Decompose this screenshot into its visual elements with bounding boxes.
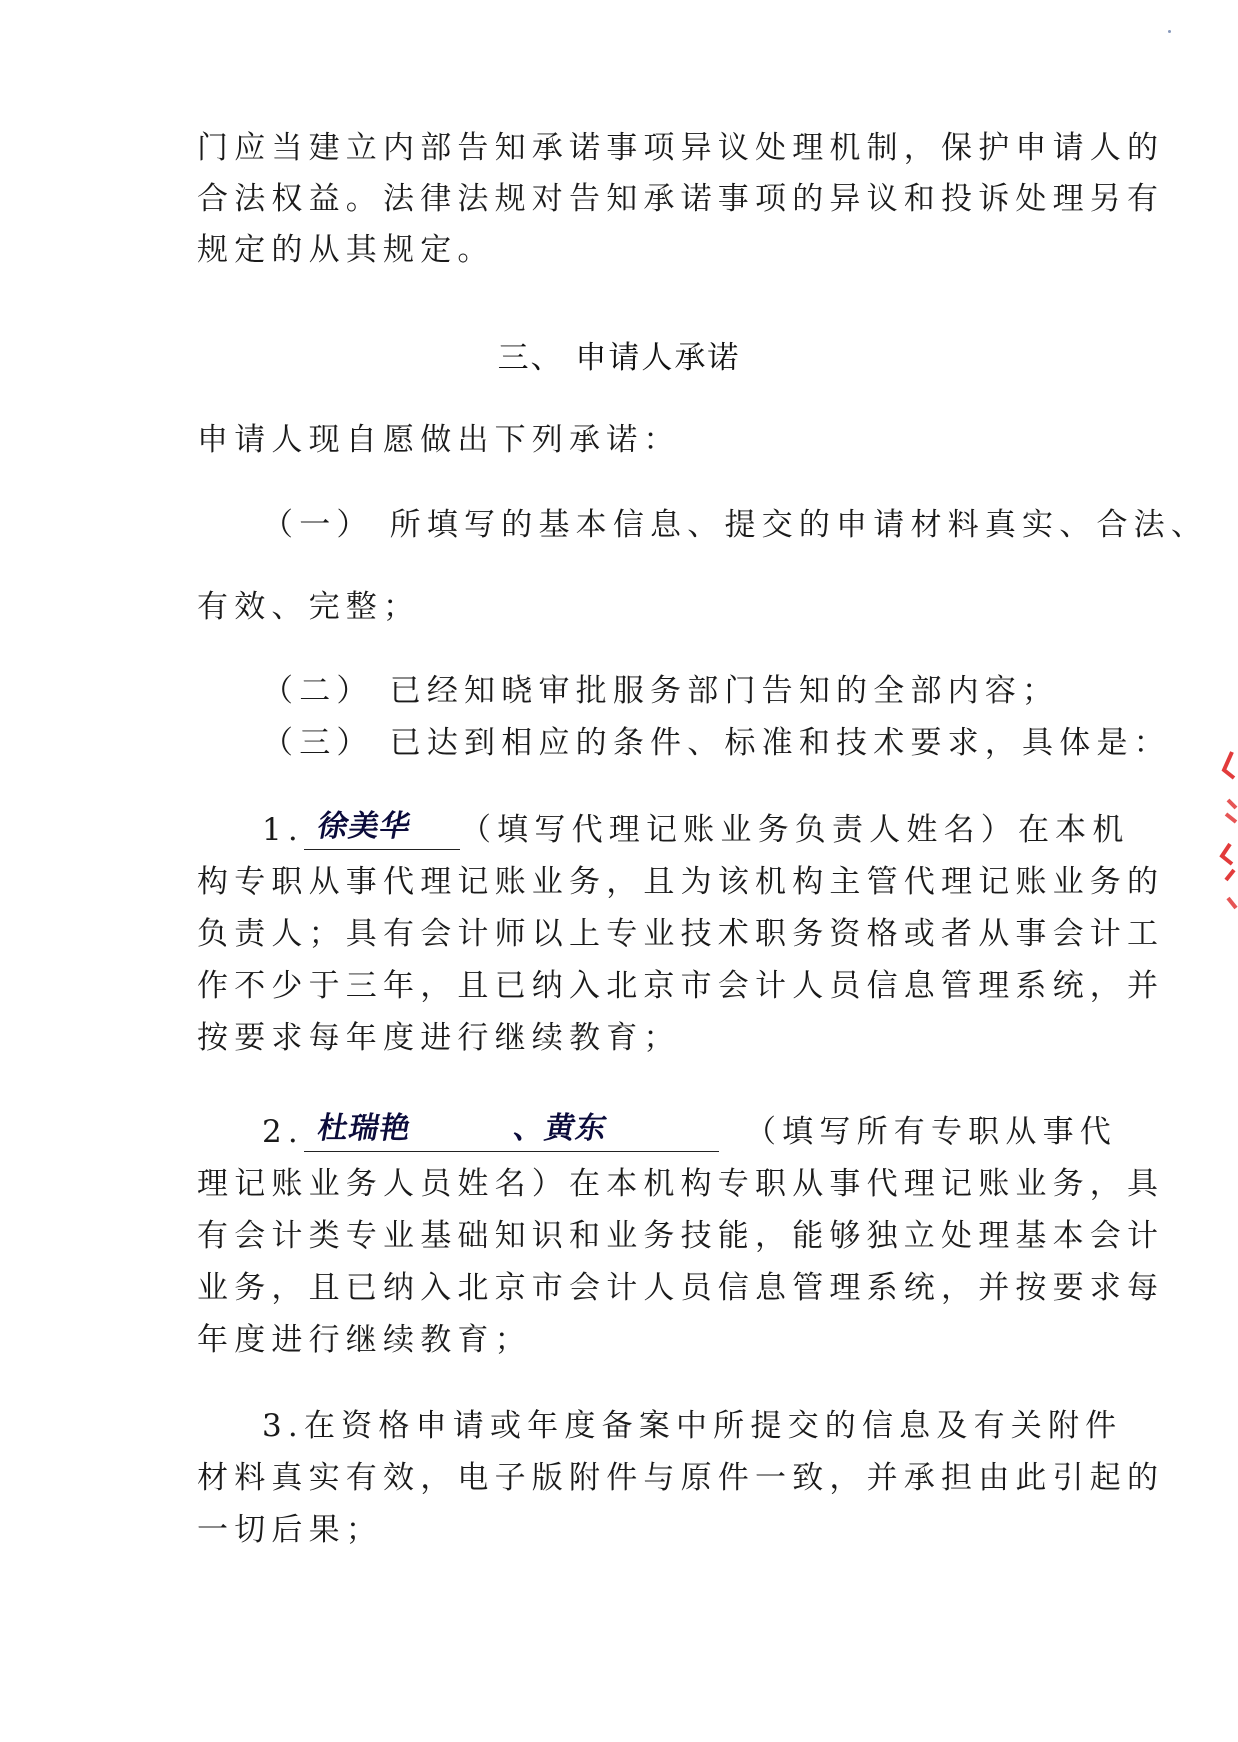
- scan-speck: [1168, 30, 1171, 33]
- handwritten-signature: 杜瑞艳: [314, 1111, 415, 1146]
- text-line: 门应当建立内部告知承诺事项异议处理机制，保护申请人的: [197, 130, 1165, 166]
- text-line: 理记账业务人员姓名）在本机构专职从事代理记账业务，具: [197, 1166, 1165, 1202]
- handwritten-signature: 徐美华: [314, 809, 415, 844]
- handwritten-signature: 、黄东: [510, 1111, 611, 1146]
- clause-three: （三） 已达到相应的条件、标准和技术要求，具体是：: [262, 725, 1171, 761]
- item-number: 2.: [262, 1114, 304, 1150]
- item-text: （填写所有专职从事代: [744, 1114, 1117, 1150]
- text-line: 构专职从事代理记账业务，且为该机构主管代理记账业务的: [197, 864, 1165, 900]
- text-line: 有会计类专业基础知识和业务技能，能够独立处理基本会计: [197, 1218, 1165, 1254]
- section-heading: 三、 申请人承诺: [497, 340, 741, 376]
- signature-blank: [304, 1111, 719, 1152]
- text-line: 作不少于三年，且已纳入北京市会计人员信息管理系统，并: [197, 968, 1165, 1004]
- clause-one: （一） 所填写的基本信息、提交的申请材料真实、合法、: [262, 507, 1209, 543]
- text-line: 年度进行继续教育；: [197, 1322, 532, 1358]
- text-line: 负责人；具有会计师以上专业技术职务资格或者从事会计工: [197, 916, 1165, 952]
- item-two-line: [262, 1111, 1117, 1152]
- item-one-line: [262, 809, 1130, 850]
- text-line: 按要求每年度进行继续教育；: [197, 1020, 681, 1056]
- clause-two: （二） 已经知晓审批服务部门告知的全部内容；: [262, 673, 1060, 709]
- red-seal-fragment: [1218, 748, 1238, 918]
- item-three-text: 3.在资格申请或年度备案中所提交的信息及有关附件: [262, 1408, 1123, 1444]
- text-line: 有效、完整；: [197, 589, 421, 625]
- text-line: 规定的从其规定。: [197, 232, 495, 268]
- text-line: 合法权益。法律法规对告知承诺事项的异议和投诉处理另有: [197, 181, 1165, 217]
- item-text: （填写代理记账业务负责人姓名）在本机: [459, 812, 1130, 848]
- text-line: 申请人现自愿做出下列承诺：: [197, 422, 681, 458]
- text-line: 材料真实有效，电子版附件与原件一致，并承担由此引起的: [197, 1460, 1165, 1496]
- item-number: 1.: [262, 812, 304, 848]
- signature-blank: [304, 809, 460, 850]
- text-line: 业务，且已纳入北京市会计人员信息管理系统，并按要求每: [197, 1270, 1165, 1306]
- text-line: 一切后果；: [197, 1512, 383, 1548]
